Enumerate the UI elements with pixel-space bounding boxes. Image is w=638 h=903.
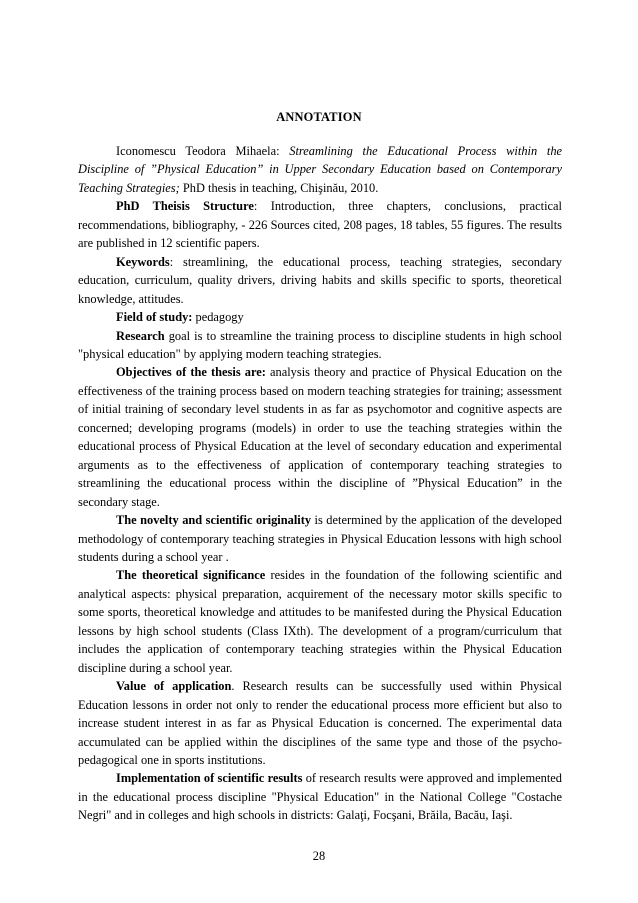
research-label: Research (116, 328, 165, 343)
thesis-info: PhD thesis in teaching, Chişinău, 2010. (179, 180, 379, 195)
keywords-paragraph (78, 253, 562, 308)
field-paragraph (78, 308, 562, 326)
page-number: 28 (312, 849, 326, 863)
author-name: Iconomescu Teodora Mihaela: (116, 144, 290, 158)
keywords-text: : streamlining, the educational process, teaching strategies, secondary education, curriculum, quality drivers, driving habits and skills specific to sports, theoretical knowledge, attitudes. (78, 254, 562, 306)
research-text: goal is to streamline the training process to discipline students in high school "physical education" by applying modern teaching strategies. (78, 328, 562, 361)
research-paragraph (78, 327, 562, 364)
citation-paragraph (78, 142, 562, 197)
implementation-paragraph (78, 769, 562, 824)
application-label: Value of application (116, 679, 232, 694)
application-text: . Research results can be successfully used within Physical Education lessons in order not only to render the educational process more efficient but also to increase student interest in as far as Physical Education is concerned. The experimental data accumulated can be applied within the disciplines of the same type and those of the psycho-pedagogical one in sports institutions. (78, 679, 563, 767)
application-paragraph (78, 677, 562, 769)
objectives-paragraph (78, 363, 562, 511)
annotation-body (78, 142, 562, 825)
significance-label: The theoretical significance (116, 568, 266, 583)
implementation-label: Implementation of scientific results (116, 771, 303, 786)
significance-text: resides in the foundation of the following scientific and analytical aspects: physical preparation, acquirement of the necessary motor skills specific to some sports, theoretical knowledge and attitudes to be manifested during the Physical Education lessons by high school students (Class IXth). The development of a program/curriculum that includes the application of contemporary teaching strategies within the Physical Education discipline during a school year. (78, 568, 562, 675)
field-text: pedagogy (192, 310, 244, 325)
structure-paragraph (78, 197, 562, 252)
field-label: Field of study: (116, 310, 193, 325)
novelty-paragraph (78, 511, 562, 566)
structure-text: : Introduction, three chapters, conclusions, practical recommendations, bibliography, - 226 Sources cited, 208 pages, 18 tables, 55 figures. The results are published in 12 scientific papers. (78, 199, 563, 251)
novelty-text: is determined by the application of the developed methodology of contemporary teaching strategies in Physical Education lessons with high school students during a school year . (78, 513, 562, 564)
significance-paragraph (78, 566, 562, 677)
thesis-title: Streamlining the Educational Process within the Discipline of ”Physical Education” in Upper Secondary Education based on Contemporary Teaching Strategies; (78, 144, 563, 195)
objectives-text: analysis theory and practice of Physical Education on the effectiveness of the training process based on modern teaching strategies for training; assessment of initial training of secondary level students in as far as psychomotor and cognitive aspects are concerned; developing programs (models) in order to use the teaching strategies within the educational process of Physical Education at the level of secondary education and experimental arguments as to the effectiveness of application of contemporary teaching strategies to streamlining the educational process within the discipline of ”Physical Education” in the secondary stage. (78, 365, 562, 509)
objectives-label: Objectives of the thesis are: (116, 365, 266, 380)
keywords-label: Keywords (116, 254, 170, 269)
page-title: ANNOTATION (276, 110, 362, 124)
novelty-label: The novelty and scientific originality (116, 513, 312, 528)
structure-label: PhD Theisis Structure (116, 199, 254, 214)
implementation-text: of research results were approved and implemented in the educational process discipline "Physical Education" in the National College "Costache Negri" and in colleges and high schools in districts: Galaţi, Focşani, Brăila, Bacău, Iaşi. (78, 771, 562, 823)
